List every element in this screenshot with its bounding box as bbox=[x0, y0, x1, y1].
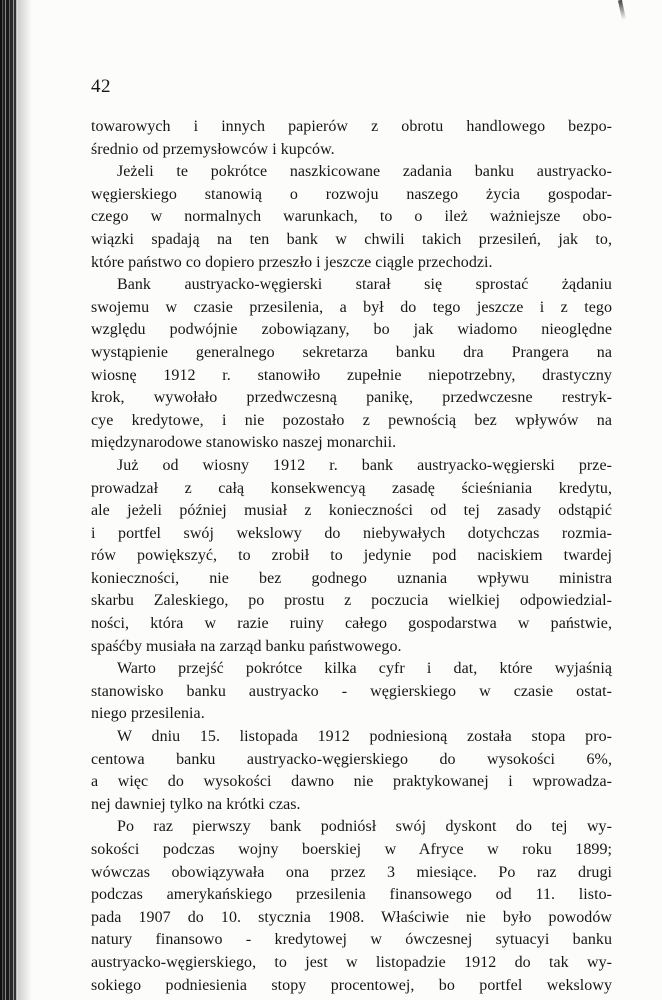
text-line: wówczas obowiązywała ona przez 3 miesiące. Po raz drugi bbox=[91, 863, 612, 881]
text-line: ale jeżeli później musiał z konieczności od tej zasady odstąpić bbox=[91, 502, 612, 520]
book-binding-edge bbox=[0, 0, 18, 1000]
text-line: względu podwójnie zobowiązany, bo jak wiadomo nieoględne bbox=[91, 321, 612, 339]
text-line: swojemu w czasie przesilenia, a był do tego jeszcze i z tego bbox=[91, 298, 612, 316]
text-line: wiązki spadają na ten bank w chwili takich przesileń, jak to, bbox=[91, 230, 612, 248]
text-line: cye kredytowe, i nie pozostało z pewnością bez wpływów na bbox=[91, 411, 612, 429]
text-line: natury finansowo - kredytowej w ówczesnej sytuacyi banku bbox=[91, 931, 612, 949]
text-line: a więc do wysokości dawno nie praktykowanej i wprowadza- bbox=[91, 773, 612, 791]
text-line: średnio od przemysłowców i kupców. bbox=[91, 140, 335, 158]
text-line: sokości podczas wojny boerskiej w Afryce w roku 1899; bbox=[91, 841, 612, 858]
text-line: wiosnę 1912 r. stanowiło zupełnie niepotrzebny, drastyczny bbox=[91, 366, 612, 384]
text-line: wystąpienie generalnego sekretarza banku dra Prangera na bbox=[91, 343, 612, 361]
text-line: ności, która w razie ruiny całego gospodarstwa w państwie, bbox=[91, 615, 612, 633]
text-line: konieczności, nie bez godnego uznania wpływu ministra bbox=[91, 569, 612, 587]
text-line: czego w normalnych warunkach, to o ileż ważniejsze obo- bbox=[91, 208, 612, 226]
binding-shadow bbox=[18, 0, 32, 1000]
text-line: krok, wywołało przedwczesną panikę, przedwczesne restryk- bbox=[91, 389, 612, 407]
text-line: Warto przejść pokrótce kilka cyfr i dat, które wyjaśnią bbox=[117, 660, 612, 678]
text-line: niego przesilenia. bbox=[91, 705, 205, 723]
text-line: i portfel swój wekslowy do niebywałych dotychczas rozmia- bbox=[91, 524, 612, 542]
text-line: międzynarodowe stanowisko naszej monarchii. bbox=[91, 434, 397, 452]
text-line: W dniu 15. listopada 1912 podniesioną została stopa pro- bbox=[117, 728, 612, 746]
text-line: Po raz pierwszy bank podniósł swój dyskont do tej wy- bbox=[117, 818, 612, 836]
text-line: sokiego podniesienia stopy procentowej, bo portfel wekslowy bbox=[91, 976, 612, 994]
text-line: skarbu Zaleskiego, po prostu z poczucia wielkiej odpowiedzial- bbox=[91, 592, 612, 610]
text-line: prowadzał z całą konsekwencyą zasadę ścieśniania kredytu, bbox=[91, 479, 612, 497]
text-line: spaśćby musiała na zarząd banku państwowego. bbox=[91, 637, 402, 655]
text-line: podczas amerykańskiego przesilenia finansowego od 11. listo- bbox=[91, 886, 612, 904]
text-line: centowa banku austryacko-węgierskiego do wysokości 6%, bbox=[91, 750, 612, 768]
text-line: Bank austryacko-węgierski starał się sprostać żądaniu bbox=[117, 276, 612, 294]
text-line: Jeżeli te pokrótce naszkicowane zadania banku austryacko- bbox=[117, 163, 612, 181]
text-line: nej dawniej tylko na krótki czas. bbox=[91, 795, 301, 813]
text-line: które państwo co dopiero przeszło i jeszcze ciągle przechodzi. bbox=[91, 253, 493, 271]
text-line: rów powiększyć, to zrobił to jedynie pod naciskiem twardej bbox=[91, 547, 612, 565]
page-number: 42 bbox=[91, 76, 111, 97]
text-line: Już od wiosny 1912 r. bank austryacko-węgierski prze- bbox=[117, 456, 612, 474]
scan-corner-mark bbox=[618, 0, 626, 20]
text-line: stanowisko banku austryacko - węgierskiego w czasie ostat- bbox=[91, 682, 612, 700]
text-line: austryacko-węgierskiego, to jest w listopadzie 1912 do tak wy- bbox=[91, 953, 612, 971]
text-line: węgierskiego stanowią o rozwoju naszego życia gospodar- bbox=[91, 185, 612, 203]
body-text bbox=[91, 116, 612, 997]
text-line: towarowych i innych papierów z obrotu handlowego bezpo- bbox=[91, 118, 612, 135]
text-line: pada 1907 do 10. stycznia 1908. Właściwie nie było powodów bbox=[91, 908, 612, 926]
